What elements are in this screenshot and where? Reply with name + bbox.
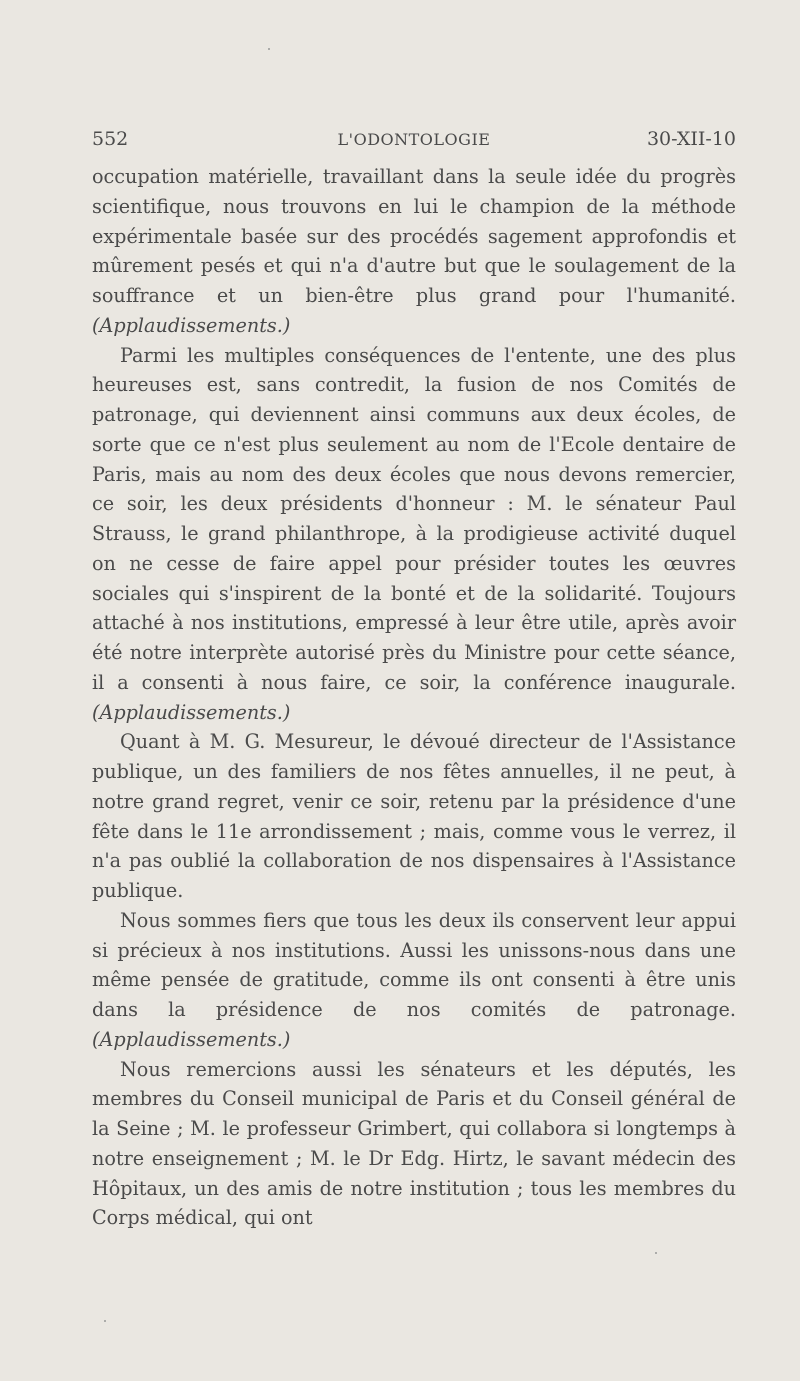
paragraph-5: [92, 1055, 736, 1234]
paragraph-1: [92, 162, 736, 341]
paragraph-4: [92, 906, 736, 1055]
running-header: [92, 128, 736, 158]
journal-title: L'ODONTOLOGIE: [337, 130, 491, 149]
paper-speck: [268, 48, 270, 50]
paragraph-text: Quant à M. G. Mesureur, le dévoué directeur de l'Assistance publique, un des familiers de nos fêtes annuelles, il ne peut, à notre grand regret, venir ce soir, retenu par la présidence d'une fête dans le 11e arrondissement ; mais, comme vous le verrez, il n'a pas oublié la collaboration de nos dispensaires à l'Assistance publique.: [92, 730, 736, 902]
paper-speck: [655, 1252, 657, 1254]
paragraph-text: occupation matérielle, travaillant dans la seule idée du progrès scientifique, nous trouvons en lui le champion de la méthode expérimentale basée sur des procédés sagement approfondis et mûrement pesés et qui n'a d'autre but que le soulagement de la souffrance et un bien-être plus grand pour l'humanité.: [92, 165, 736, 307]
paragraph-3: [92, 727, 736, 906]
paper-speck: [104, 1320, 106, 1322]
paragraph-text: Parmi les multiples conséquences de l'entente, une des plus heureuses est, sans contredit, la fusion de nos Comités de patronage, qui deviennent ainsi communs aux deux écoles, de sorte que ce n'est plus seulement au nom de l'Ecole dentaire de Paris, mais au nom des deux écoles que nous devons remercier, ce soir, les deux présidents d'honneur : M. le sénateur Paul Strauss, le grand philanthrope, à la prodigieuse activité duquel on ne cesse de faire appel pour présider toutes les œuvres sociales qui s'inspirent de la bonté et de la solidarité. Toujours attaché à nos institutions, empressé à leur être utile, après avoir été notre interprète autorisé près du Ministre pour cette séance, il a consenti à nous faire, ce soir, la conférence inaugurale.: [92, 343, 736, 694]
applause-note: (Applaudissements.): [92, 313, 291, 337]
paragraph-2: [92, 341, 736, 728]
applause-note: (Applaudissements.): [92, 700, 291, 724]
paragraph-text: Nous sommes fiers que tous les deux ils conservent leur appui si précieux à nos institutions. Aussi les unissons-nous dans une même pensée de gratitude, comme ils ont consenti à être unis dans la présidence de nos comités de patronage.: [92, 908, 736, 1021]
paragraph-text: Nous remercions aussi les sénateurs et les députés, les membres du Conseil municipal de Paris et du Conseil général de la Seine ; M. le professeur Grimbert, qui collabora si longtemps à notre enseignement ; M. le Dr Edg. Hirtz, le savant médecin des Hôpitaux, un des amis de notre institution ; tous les membres du Corps médical, qui ont: [92, 1057, 736, 1230]
issue-date: 30-XII-10: [646, 128, 736, 150]
article-body: [92, 162, 736, 1233]
applause-note: (Applaudissements.): [92, 1027, 291, 1051]
page-number: 552: [92, 128, 129, 150]
